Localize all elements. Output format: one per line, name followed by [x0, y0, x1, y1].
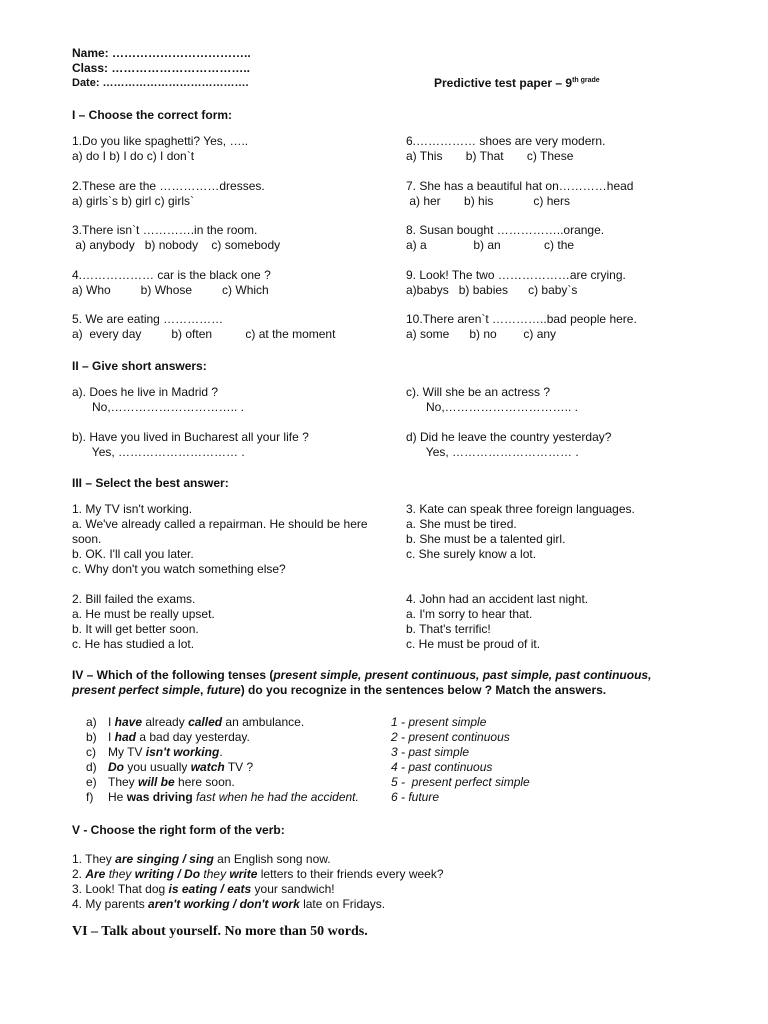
- question-text: 3. Kate can speak three foreign languages.: [406, 502, 635, 516]
- date-line: Date: ………………………………….: [72, 77, 249, 89]
- question-text: 3.There isn`t ………….in the room.: [72, 223, 258, 237]
- tense-answers: [391, 715, 530, 805]
- question-text: 9. Look! The two ………………are crying.: [406, 268, 626, 282]
- s4-heading-tenses1: present simple, present continuous, past simple, past continuous,: [273, 668, 652, 682]
- s3-question-3: [406, 502, 635, 562]
- bold-verb: Do: [108, 760, 124, 774]
- option-b: b. OK. I'll call you later.: [72, 547, 194, 561]
- class-line: Class: ……………………………..: [72, 61, 251, 75]
- text: 4. My parents: [72, 897, 149, 911]
- option-b: b. It will get better soon.: [72, 622, 199, 636]
- verb-choice: Are: [85, 867, 106, 881]
- text: fast when he had the accident.: [192, 790, 359, 804]
- text: My TV: [108, 745, 146, 759]
- question-options: a) Who b) Whose c) Which: [72, 283, 269, 297]
- question-text: 1. My TV isn't working.: [72, 502, 193, 516]
- question-text: 5. We are eating ……………: [72, 312, 224, 326]
- list-item: [72, 775, 359, 790]
- text: I: [108, 730, 115, 744]
- s5-heading-numeral: V: [72, 823, 81, 837]
- option-a: a. We've already called a repairman. He should be here soon.: [72, 517, 368, 546]
- page-title-text: Predictive test paper – 9: [434, 76, 573, 90]
- option-c: c. Why don't you watch something else?: [72, 562, 286, 576]
- text: here soon.: [174, 775, 235, 789]
- text: an ambulance.: [222, 715, 305, 729]
- text: your sandwich!: [251, 882, 335, 896]
- verb-choice: writing / Do: [134, 867, 201, 881]
- s1-question-2: [72, 179, 265, 209]
- text: 1. They: [72, 852, 116, 866]
- s1-question-9: [406, 268, 626, 298]
- s4-heading-comma: ,: [200, 683, 207, 697]
- text: letters to their friends every week?: [257, 867, 444, 881]
- text: He: [108, 790, 127, 804]
- s1-question-8: [406, 223, 604, 253]
- question-options: a) every day b) often c) at the moment: [72, 327, 336, 341]
- section-3-heading: III – Select the best answer:: [72, 476, 229, 490]
- question-text: a). Does he live in Madrid ?: [72, 385, 219, 399]
- option-b: b. She must be a talented girl.: [406, 532, 566, 546]
- s1-question-1: [72, 134, 248, 164]
- list-item: [72, 867, 444, 882]
- verb-choice: is eating / eats: [168, 882, 252, 896]
- list-item: [72, 852, 444, 867]
- s1-question-6: [406, 134, 605, 164]
- text: TV ?: [224, 760, 254, 774]
- list-item: [72, 760, 359, 775]
- text: you usually: [124, 760, 191, 774]
- text: they: [105, 867, 135, 881]
- s4-heading-future: future: [206, 683, 241, 697]
- text: I: [108, 715, 115, 729]
- section-1-heading: I – Choose the correct form:: [72, 108, 233, 122]
- s3-question-4: [406, 592, 588, 652]
- s2-question-a: [72, 385, 244, 415]
- s1-question-7: [406, 179, 633, 209]
- name-line: Name: ……………………………..: [72, 46, 251, 60]
- bold-verb: had: [114, 730, 137, 744]
- bold-verb: was driving: [126, 790, 193, 804]
- bold-verb: called: [188, 715, 223, 729]
- question-text: 4. John had an accident last night.: [406, 592, 589, 606]
- question-text: b). Have you lived in Bucharest all your life ?: [72, 430, 309, 444]
- section-5-heading: [72, 823, 285, 838]
- question-options: a) a b) an c) the: [406, 238, 575, 252]
- answer-line: No,………………………….. .: [406, 400, 579, 414]
- question-text: 6.…………… shoes are very modern.: [406, 134, 606, 148]
- option-c: c. She surely know a lot.: [406, 547, 537, 561]
- verb-choice: write: [229, 867, 258, 881]
- text: an English song now.: [213, 852, 331, 866]
- s1-question-4: [72, 268, 271, 298]
- question-text: 8. Susan bought ……………..orange.: [406, 223, 605, 237]
- option-a: a. She must be tired.: [406, 517, 517, 531]
- text: 2.: [72, 867, 86, 881]
- list-item: 6 - future: [391, 790, 440, 804]
- text: they: [200, 867, 230, 881]
- question-options: a) her b) his c) hers: [406, 194, 571, 208]
- text: 3. Look! That dog: [72, 882, 169, 896]
- s1-question-3: [72, 223, 280, 253]
- s1-question-10: [406, 312, 637, 342]
- section-4-heading: [72, 668, 696, 698]
- list-item: [72, 715, 359, 730]
- question-options: a) some b) no c) any: [406, 327, 557, 341]
- question-options: a) do I b) I do c) I don`t: [72, 149, 195, 163]
- verb-sentences: [72, 852, 444, 912]
- item-letter: f): [86, 790, 94, 804]
- bold-verb: isn't working: [145, 745, 220, 759]
- question-options: a)babys b) babies c) baby`s: [406, 283, 578, 297]
- list-item: [72, 730, 359, 745]
- option-a: a. He must be really upset.: [72, 607, 215, 621]
- question-text: d) Did he leave the country yesterday?: [406, 430, 612, 444]
- s2-question-d: [406, 430, 611, 460]
- s4-heading-part2: ) do you recognize in the sentences below ? Match the answers.: [240, 683, 607, 697]
- answer-line: No,………………………….. .: [72, 400, 245, 414]
- question-text: 7. She has a beautiful hat on…………head: [406, 179, 634, 193]
- s1-question-5: [72, 312, 335, 342]
- bold-verb: will be: [138, 775, 175, 789]
- question-options: a) girls`s b) girl c) girls`: [72, 194, 195, 208]
- option-b: b. That's terrific!: [406, 622, 491, 636]
- list-item: 2 - present continuous: [391, 730, 510, 744]
- text: They: [108, 775, 139, 789]
- question-text: 4.……………… car is the black one ?: [72, 268, 271, 282]
- question-text: c). Will she be an actress ?: [406, 385, 551, 399]
- item-letter: e): [86, 775, 97, 789]
- question-text: 2.These are the ……………dresses.: [72, 179, 265, 193]
- text: already: [142, 715, 189, 729]
- item-letter: c): [86, 745, 96, 759]
- s5-heading-text: - Choose the right form of the verb:: [80, 823, 285, 837]
- page-title: [434, 76, 600, 90]
- verb-choice: aren't working / don't work: [148, 897, 300, 911]
- s2-question-c: [406, 385, 578, 415]
- list-item: 3 - past simple: [391, 745, 470, 759]
- text: .: [219, 745, 223, 759]
- s4-heading-tenses2: present perfect simple: [72, 683, 201, 697]
- tense-sentences: [72, 715, 359, 805]
- item-letter: d): [86, 760, 97, 774]
- answer-line: Yes, ………………………… .: [72, 445, 245, 459]
- question-options: a) This b) That c) These: [406, 149, 574, 163]
- s2-question-b: [72, 430, 309, 460]
- question-text: 1.Do you like spaghetti? Yes, …..: [72, 134, 249, 148]
- option-c: c. He must be proud of it.: [406, 637, 541, 651]
- page-title-sup: th grade: [572, 77, 600, 84]
- list-item: [72, 882, 444, 897]
- list-item: [72, 745, 359, 760]
- item-letter: b): [86, 730, 97, 744]
- list-item: 5 - present perfect simple: [391, 775, 530, 789]
- question-options: a) anybody b) nobody c) somebody: [72, 238, 281, 252]
- question-text: 10.There aren`t …………..bad people here.: [406, 312, 637, 326]
- list-item: [72, 790, 359, 805]
- list-item: 4 - past continuous: [391, 760, 493, 774]
- item-letter: a): [86, 715, 97, 729]
- section-2-heading: II – Give short answers:: [72, 359, 207, 373]
- option-a: a. I'm sorry to hear that.: [406, 607, 533, 621]
- question-text: 2. Bill failed the exams.: [72, 592, 196, 606]
- bold-verb: watch: [190, 760, 225, 774]
- s3-question-1: [72, 502, 392, 577]
- answer-line: Yes, ………………………… .: [406, 445, 579, 459]
- section-6-heading: VI – Talk about yourself. No more than 50 words.: [72, 924, 368, 939]
- bold-verb: have: [114, 715, 143, 729]
- s3-question-2: [72, 592, 215, 652]
- list-item: 1 - present simple: [391, 715, 487, 729]
- verb-choice: are singing / sing: [115, 852, 214, 866]
- text: a bad day yesterday.: [136, 730, 250, 744]
- option-c: c. He has studied a lot.: [72, 637, 195, 651]
- text: late on Fridays.: [299, 897, 386, 911]
- list-item: [72, 897, 444, 912]
- s4-heading-part1: IV – Which of the following tenses (: [72, 668, 274, 682]
